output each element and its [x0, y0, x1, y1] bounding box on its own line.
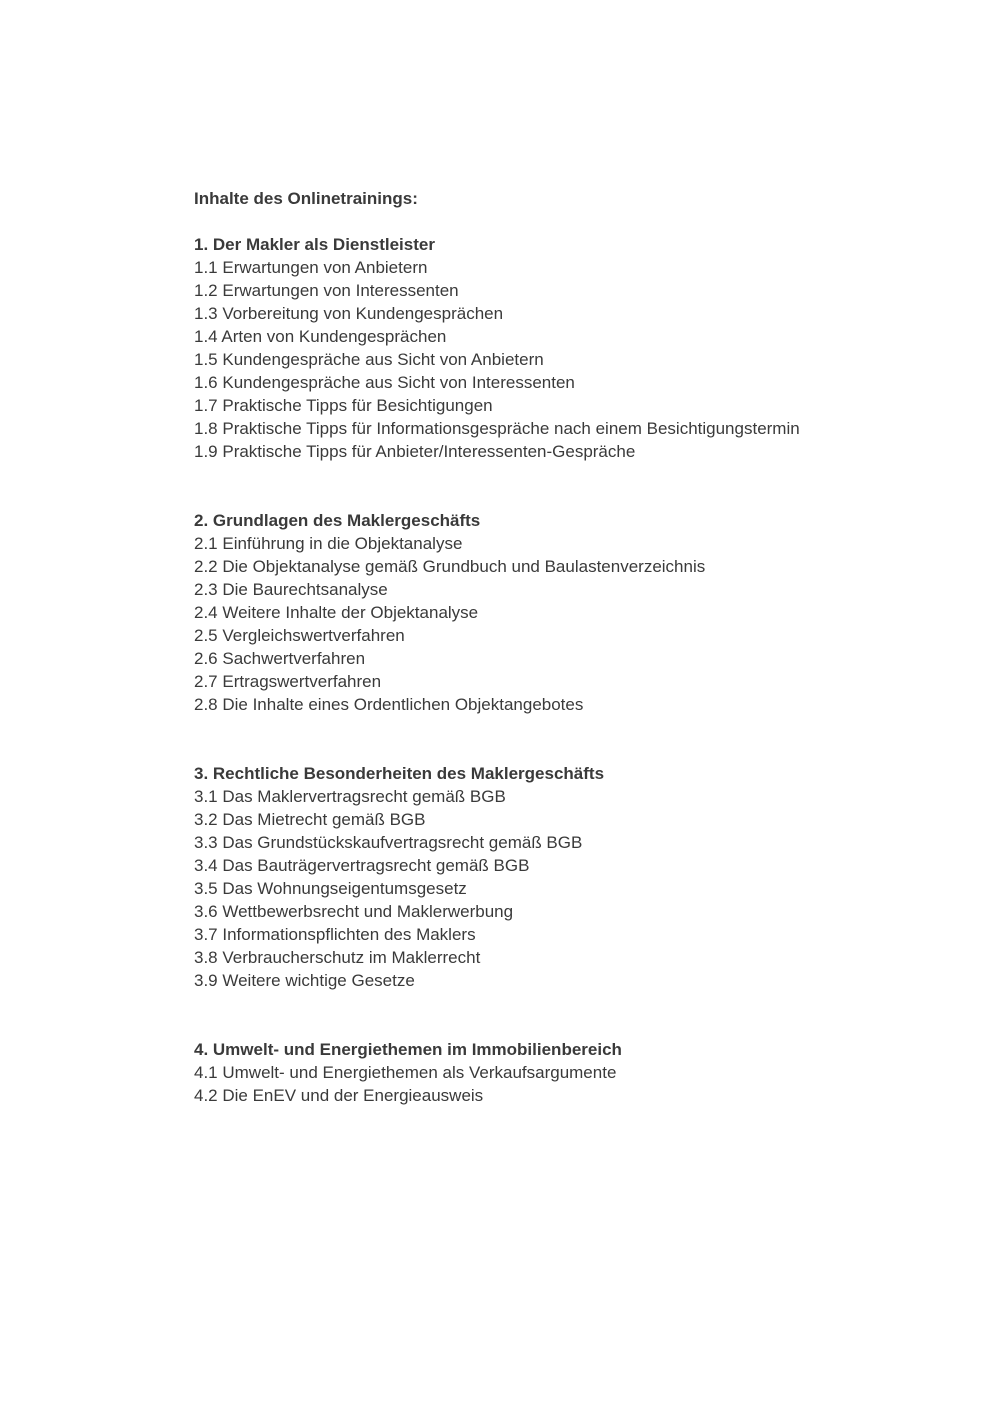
section-item-list — [194, 785, 974, 992]
section-heading: 4. Umwelt- und Energiethemen im Immobilienbereich — [194, 1040, 622, 1059]
list-item: 1.3 Vorbereitung von Kundengesprächen — [194, 304, 504, 323]
list-item: 1.8 Praktische Tipps für Informationsgespräche nach einem Besichtigungstermin — [194, 419, 800, 438]
section-item-list — [194, 532, 974, 716]
list-item: 3.6 Wettbewerbsrecht und Maklerwerbung — [194, 902, 514, 921]
list-item: 1.1 Erwartungen von Anbietern — [194, 258, 428, 277]
list-item: 3.1 Das Maklervertragsrecht gemäß BGB — [194, 787, 506, 806]
list-item: 2.7 Ertragswertverfahren — [194, 672, 382, 691]
section-1 — [194, 233, 974, 463]
list-item: 3.8 Verbraucherschutz im Maklerrecht — [194, 948, 481, 967]
list-item: 1.6 Kundengespräche aus Sicht von Interessenten — [194, 373, 575, 392]
list-item: 2.1 Einführung in die Objektanalyse — [194, 534, 463, 553]
list-item: 1.7 Praktische Tipps für Besichtigungen — [194, 396, 493, 415]
list-item: 1.2 Erwartungen von Interessenten — [194, 281, 459, 300]
list-item: 1.5 Kundengespräche aus Sicht von Anbietern — [194, 350, 544, 369]
list-item: 2.2 Die Objektanalyse gemäß Grundbuch und Baulastenverzeichnis — [194, 557, 706, 576]
list-item: 3.9 Weitere wichtige Gesetze — [194, 971, 415, 990]
list-item: 3.5 Das Wohnungseigentumsgesetz — [194, 879, 467, 898]
list-item: 4.1 Umwelt- und Energiethemen als Verkaufsargumente — [194, 1063, 617, 1082]
list-item: 2.3 Die Baurechtsanalyse — [194, 580, 388, 599]
document-title: Inhalte des Onlinetrainings: — [194, 189, 418, 208]
list-item: 2.4 Weitere Inhalte der Objektanalyse — [194, 603, 479, 622]
section-item-list — [194, 256, 974, 463]
list-item: 1.9 Praktische Tipps für Anbieter/Interessenten-Gespräche — [194, 442, 636, 461]
list-item: 3.4 Das Bauträgervertragsrecht gemäß BGB — [194, 856, 530, 875]
list-item: 1.4 Arten von Kundengesprächen — [194, 327, 447, 346]
list-item: 4.2 Die EnEV und der Energieausweis — [194, 1086, 484, 1105]
list-item: 3.7 Informationspflichten des Maklers — [194, 925, 476, 944]
section-3 — [194, 762, 974, 992]
section-2 — [194, 509, 974, 716]
section-4 — [194, 1038, 974, 1107]
section-heading: 1. Der Makler als Dienstleister — [194, 235, 435, 254]
section-heading: 3. Rechtliche Besonderheiten des Maklergeschäfts — [194, 764, 605, 783]
document-page — [194, 187, 974, 1107]
section-item-list — [194, 1061, 974, 1107]
list-item: 3.3 Das Grundstückskaufvertragsrecht gemäß BGB — [194, 833, 583, 852]
section-heading: 2. Grundlagen des Maklergeschäfts — [194, 511, 481, 530]
list-item: 3.2 Das Mietrecht gemäß BGB — [194, 810, 426, 829]
list-item: 2.6 Sachwertverfahren — [194, 649, 366, 668]
list-item: 2.5 Vergleichswertverfahren — [194, 626, 405, 645]
list-item: 2.8 Die Inhalte eines Ordentlichen Objektangebotes — [194, 695, 584, 714]
